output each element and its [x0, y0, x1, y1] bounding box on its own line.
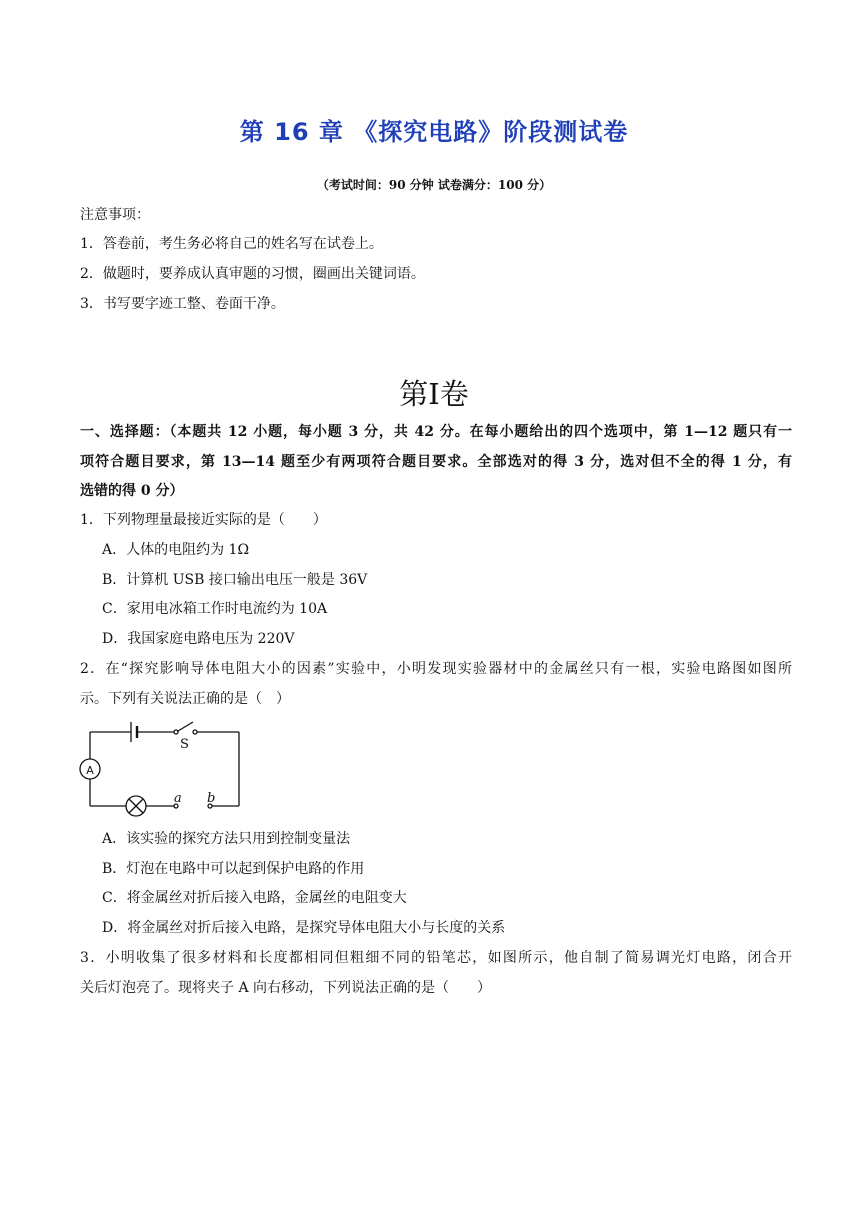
question-2-option-a: A．该实验的探究方法只用到控制变量法	[102, 831, 351, 847]
switch-contact	[174, 730, 178, 734]
question-2-option-d: D．将金属丝对折后接入电路，是探究导体电阻大小与长度的关系	[102, 920, 506, 936]
question-1-option-c: C．家用电冰箱工作时电流约为 10A	[102, 601, 328, 617]
question-1-option-a: A．人体的电阻约为 1Ω	[102, 542, 250, 558]
question-3-stem-line: 关后灯泡亮了。现将夹子 A 向右移动，下列说法正确的是（ ）	[80, 980, 492, 996]
point-a-label: a	[174, 791, 182, 806]
switch-contact	[193, 730, 197, 734]
question-2-option-c: C．将金属丝对折后接入电路，金属丝的电阻变大	[102, 890, 407, 906]
note-item: 1．答卷前，考生务必将自己的姓名写在试卷上。	[80, 236, 383, 252]
circuit-diagram	[76, 716, 248, 818]
volume-heading: 第Ⅰ卷	[399, 377, 469, 411]
question-2-option-b: B．灯泡在电路中可以起到保护电路的作用	[102, 861, 365, 877]
switch-label: S	[180, 737, 189, 752]
ammeter-label: A	[86, 764, 94, 777]
page-title: 第 16 章 《探究电路》阶段测试卷	[239, 118, 629, 146]
question-2-stem-line: 示。下列有关说法正确的是（ ）	[80, 691, 290, 707]
section-instructions-line: 选错的得 0 分）	[80, 483, 184, 499]
note-item: 3．书写要字迹工整、卷面干净。	[80, 296, 285, 312]
question-1-stem: 1．下列物理量最接近实际的是（ ）	[80, 512, 327, 528]
question-2-stem-line: 2．在“探究影响导体电阻大小的因素”实验中，小明发现实验器材中的金属丝只有一根，实验电路图如图所	[80, 661, 792, 677]
point-b-label: b	[207, 791, 216, 806]
question-3-stem-line: 3．小明收集了很多材料和长度都相同但粗细不同的铅笔芯，如图所示，他自制了简易调光灯电路，闭合开	[80, 950, 792, 966]
section-instructions-line: 项符合题目要求，第 13—14 题至少有两项符合题目要求。全部选对的得 3 分，选对但不全的得 1 分，有	[80, 454, 792, 470]
note-item: 2．做题时，要养成认真审题的习惯，圈画出关键词语。	[80, 266, 425, 282]
notes-heading: 注意事项：	[80, 207, 150, 223]
exam-info: （考试时间：90 分钟 试卷满分：100 分）	[316, 178, 552, 192]
question-1-option-b: B．计算机 USB 接口输出电压一般是 36V	[102, 572, 368, 588]
question-1-option-d: D．我国家庭电路电压为 220V	[102, 631, 295, 647]
switch-lever	[178, 722, 193, 731]
section-instructions-line: 一、选择题：（本题共 12 小题，每小题 3 分，共 42 分。在每小题给出的四个选项中，第 1—12 题只有一	[80, 424, 792, 440]
